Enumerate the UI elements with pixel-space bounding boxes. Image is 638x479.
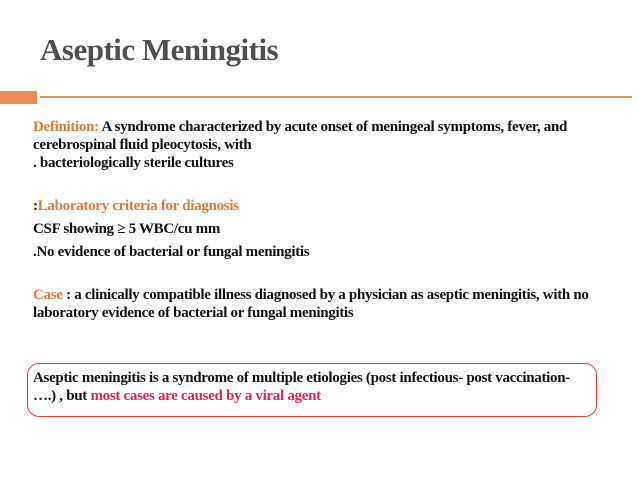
lab-heading-text: Laboratory criteria for diagnosis <box>37 198 239 214</box>
case-label: Case <box>33 287 63 303</box>
title-accent-block <box>0 91 37 104</box>
lab-criteria-item-1 <box>33 220 593 238</box>
lab-criteria-heading <box>33 197 593 215</box>
key-point-main: Aseptic meningitis is a syndrome of multiple etiologies (post infectious- post vaccination- ….) , but <box>33 370 570 404</box>
slide-body <box>33 118 593 322</box>
lab-item-2-text: .No evidence of bacterial or fungal meningitis <box>33 244 310 260</box>
key-point-text <box>33 369 593 405</box>
lab-heading-prefix: : <box>33 198 38 214</box>
lab-item-1-text: CSF showing ≥ 5 WBC/cu mm <box>33 221 221 237</box>
lab-criteria-item-2 <box>33 243 593 261</box>
definition-label: Definition: <box>33 119 99 135</box>
definition-paragraph <box>33 118 593 172</box>
key-point-highlight: most cases are caused by a viral agent <box>90 388 321 404</box>
title-divider <box>40 96 632 98</box>
case-text: : a clinically compatible illness diagnosed by a physician as aseptic meningitis, with no laboratory evidence of bacterial or fungal meningitis <box>33 287 589 321</box>
definition-text: A syndrome characterized by acute onset of meningeal symptoms, fever, and cerebrospinal fluid pleocytosis, with <box>33 119 568 153</box>
definition-line3: . bacteriologically sterile cultures <box>33 155 234 171</box>
slide-title: Aseptic Meningitis <box>40 32 279 67</box>
case-paragraph <box>33 286 593 322</box>
